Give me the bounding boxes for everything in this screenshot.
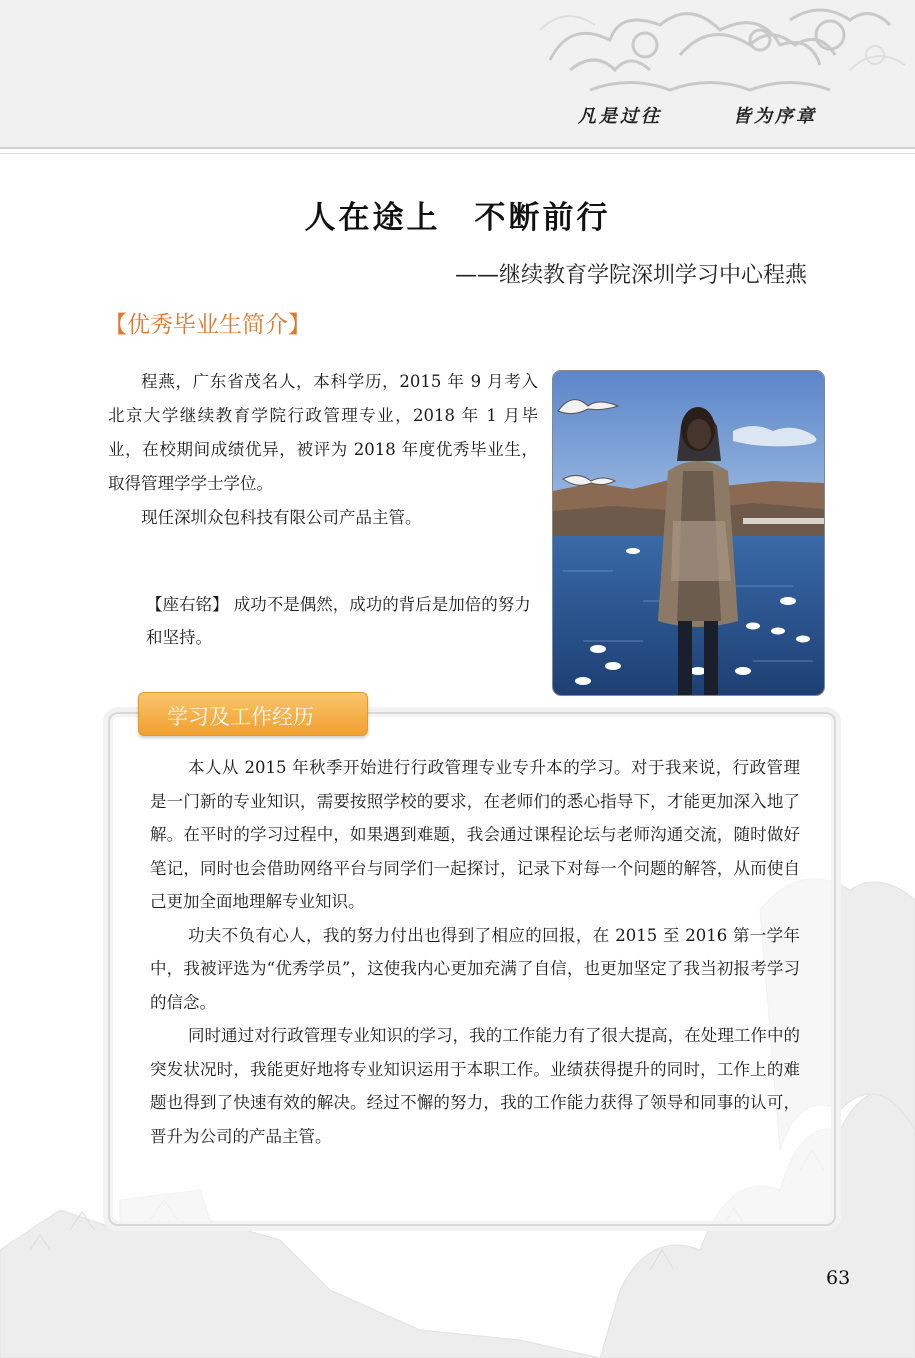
motto-block: [146, 588, 536, 654]
experience-text: [150, 751, 800, 1153]
motto-label: 【座右铭】: [146, 595, 229, 614]
cloud-decoration-icon: [530, 0, 915, 115]
header-motto-left: 凡是过往: [578, 106, 662, 127]
article-title: 人在途上 不断前行: [304, 200, 611, 236]
experience-paragraph: 功夫不负有心人，我的努力付出也得到了相应的回报，在 2015 至 2016 第一学年中，我被评选为“优秀学员”，这使我内心更加充满了自信，也更加坚定了我当初报考学习的信念。: [150, 925, 800, 1012]
header-band: [0, 0, 915, 149]
experience-paragraph: 同时通过对行政管理专业知识的学习，我的工作能力有了很大提高，在处理工作中的突发状况时，我能更好地将专业知识运用于本职工作。业绩获得提升的同时，工作上的难题也得到了快速有效的解决。经过不懈的努力，我的工作能力获得了领导和同事的认可，晋升为公司的产品主管。: [150, 1026, 800, 1146]
experience-paragraph: 本人从 2015 年秋季开始进行行政管理专业专升本的学习。对于我来说，行政管理是一门新的专业知识，需要按照学校的要求，在老师们的悉心指导下，才能更加深入地了解。在平时的学习过程中，如果遇到难题，我会通过课程论坛与老师沟通交流，随时做好笔记，同时也会借助网络平台与同学们一起探讨，记录下对每一个问题的解答，从而使自己更加全面地理解专业知识。: [150, 758, 800, 911]
intro-text: [108, 365, 538, 535]
section-heading: 【优秀毕业生简介】: [104, 312, 311, 338]
experience-tab-label: 学习及工作经历: [167, 705, 314, 729]
article-subtitle: ——继续教育学院深圳学习中心程燕: [454, 263, 807, 288]
experience-tab: [138, 692, 368, 736]
intro-paragraph: 程燕，广东省茂名人，本科学历，2015 年 9 月考入北京大学继续教育学院行政管理专业，2018 年 1 月毕业，在校期间成绩优异，被评为 2018 年度优秀毕业生，取得管理学学士学位。: [108, 372, 538, 493]
portrait-photo-image: [553, 371, 824, 695]
portrait-photo: [552, 370, 825, 696]
header-motto-right: 皆为序章: [733, 106, 817, 127]
page-number: 63: [826, 1267, 851, 1289]
header-divider: [0, 153, 915, 154]
motto-text: 成功不是偶然，成功的背后是加倍的努力和坚持。: [146, 595, 531, 647]
intro-paragraph: 现任深圳众包科技有限公司产品主管。: [141, 508, 422, 527]
